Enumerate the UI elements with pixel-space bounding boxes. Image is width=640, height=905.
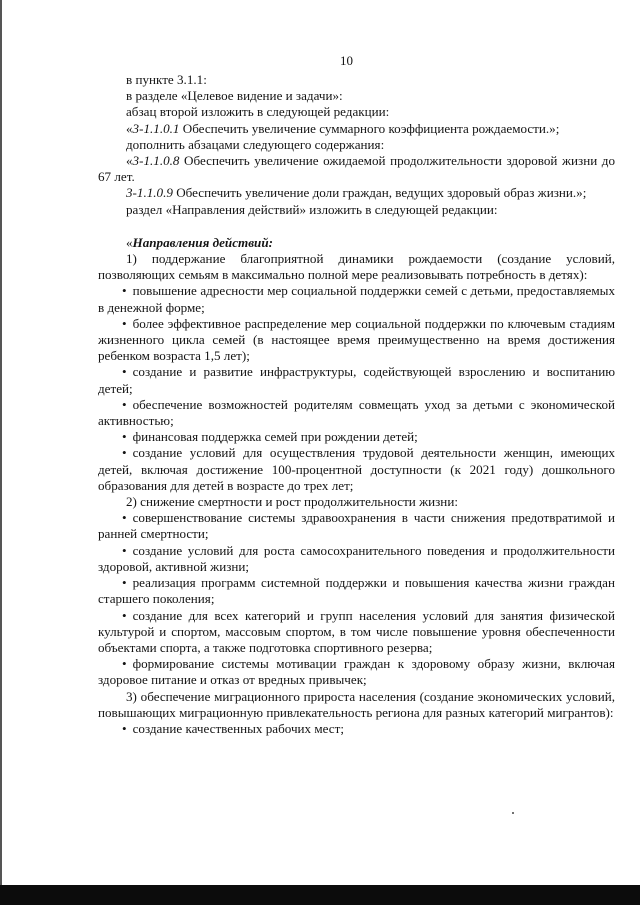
list-item: • реализация программ системной поддержки и повышения качества жизни граждан старшего поколения; xyxy=(98,575,615,607)
scan-speck xyxy=(512,812,514,814)
goal-code: 3-1.1.0.1 xyxy=(132,120,180,136)
direction-2: 2) снижение смертности и рост продолжительности жизни: xyxy=(126,494,458,510)
list-item: • формирование системы мотивации граждан к здоровому образу жизни, включая здоровое питание и отказ от вредных привычек; xyxy=(98,656,615,688)
paragraph-instruction: дополнить абзацами следующего содержания: xyxy=(126,136,385,152)
list-item: • создание условий для осуществления трудовой деятельности женщин, имеющих детей, включая достижение 100-процентной доступности (к 2021 году) дошкольного образования для детей в возрасте до трех лет; xyxy=(98,445,615,494)
scan-left-edge xyxy=(0,0,2,905)
document-body xyxy=(98,72,615,737)
directions-heading: «Направления действий: xyxy=(126,234,273,250)
direction-3: 3) обеспечение миграционного прироста населения (создание экономических условий, повышающих миграционную привлекательность региона для разных категорий мигрантов): xyxy=(98,688,615,720)
list-item: • более эффективное распределение мер социальной поддержки по ключевым стадиям жизненного цикла семей (в настоящее время преимущественно на время достижения ребенком возраста 1,5 лет); xyxy=(98,316,615,365)
paragraph-goal-1: «3-1.1.0.1 Обеспечить увеличение суммарного коэффициента рождаемости.»; xyxy=(126,120,560,136)
paragraph-point: в пункте 3.1.1: xyxy=(126,72,207,87)
goal-code: 3-1.1.0.9 xyxy=(126,185,173,201)
paragraph-instruction: раздел «Направления действий» изложить в следующей редакции: xyxy=(126,201,498,217)
paragraph-goal-9: 3-1.1.0.9 Обеспечить увеличение доли граждан, ведущих здоровый образ жизни.»; xyxy=(126,185,587,201)
direction-1: 1) поддержание благоприятной динамики рождаемости (создание условий, позволяющих семьям в максимально полной мере реализовывать потребность в детях): xyxy=(98,251,615,283)
list-item: • совершенствование системы здравоохранения в части снижения предотвратимой и ранней смертности; xyxy=(98,510,615,542)
list-item: • повышение адресности мер социальной поддержки семей с детьми, предоставляемых в денежной форме; xyxy=(98,283,615,315)
paragraph-instruction: абзац второй изложить в следующей редакции: xyxy=(126,104,390,120)
paragraph-goal-8: «3-1.1.0.8 Обеспечить увеличение ожидаемой продолжительности здоровой жизни до 67 лет. xyxy=(98,153,615,185)
list-item: • создание качественных рабочих мест; xyxy=(98,721,615,737)
scan-bottom-edge xyxy=(0,885,640,905)
list-item: • создание и развитие инфраструктуры, содействующей взрослению и воспитанию детей; xyxy=(98,364,615,396)
goal-code: 3-1.1.0.8 xyxy=(132,153,180,169)
list-item: • финансовая поддержка семей при рождении детей; xyxy=(98,429,615,445)
page-number: 10 xyxy=(340,53,353,68)
list-item: • создание для всех категорий и групп населения условий для занятия физической культурой и спортом, массовым спортом, в том числе повышение уровня обеспеченности объектами спорта, а также подготовка спортивного резерва; xyxy=(98,608,615,657)
paragraph-section: в разделе «Целевое видение и задачи»: xyxy=(126,88,343,104)
list-item: • обеспечение возможностей родителям совмещать уход за детьми с экономической активностью; xyxy=(98,397,615,429)
list-item: • создание условий для роста самосохранительного поведения и продолжительности здоровой, активной жизни; xyxy=(98,543,615,575)
